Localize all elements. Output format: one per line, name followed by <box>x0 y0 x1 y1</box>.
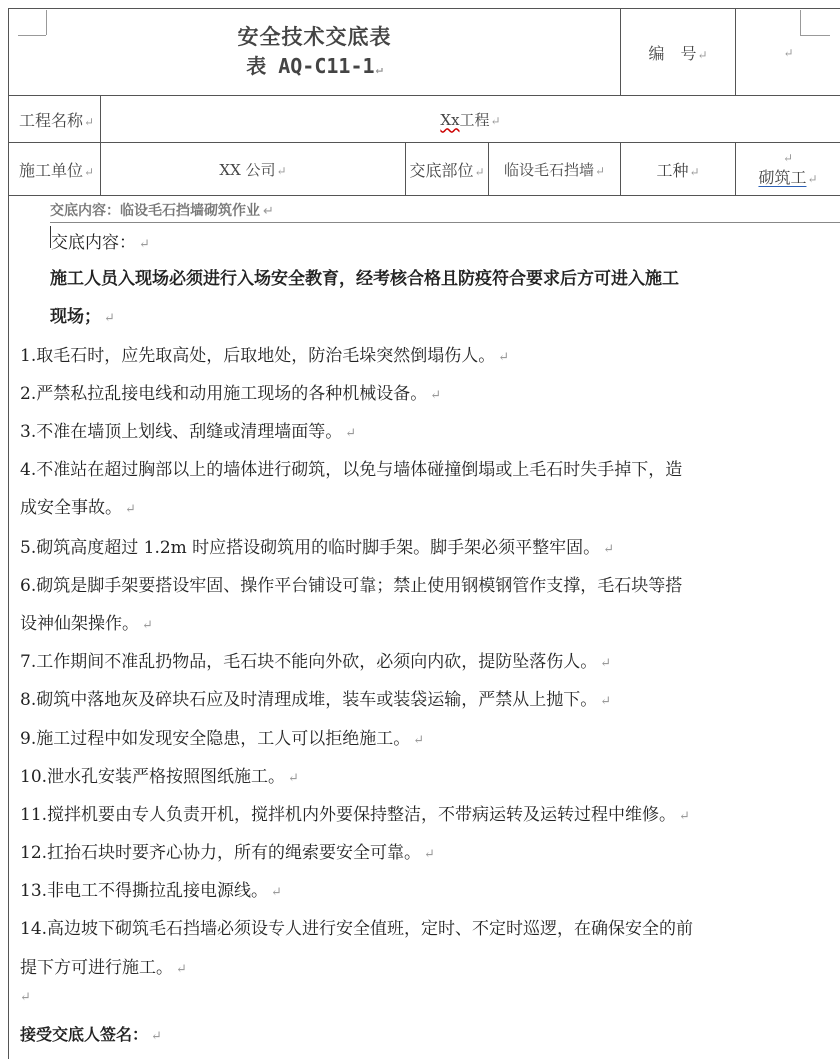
briefing-part-value: 临设毛石挡墙 <box>503 160 594 179</box>
trade-value-cell[interactable]: ↵ 砌筑工↵ <box>736 143 840 196</box>
list-item-text: 11.搅拌机要由专人负责开机，搅拌机内外要保持整洁，不带病运转及运转过程中维修。 <box>20 805 677 825</box>
form-title: 安全技术交底表 <box>237 24 392 49</box>
header-table <box>8 8 840 196</box>
list-item-text: 12.扛抬石块时要齐心协力，所有的绳索要安全可靠。 <box>20 843 422 863</box>
list-item-text: 4.不准站在超过胸部以上的墙体进行砌筑，以免与墙体碰撞倒塌或上毛石时失手掉下，造 <box>20 460 683 480</box>
construction-unit-label: 施工单位 <box>19 160 84 180</box>
number-label-cell: 编 号↵ <box>621 9 736 96</box>
list-item-text: 成安全事故。 <box>20 498 122 518</box>
lead-line-2-text: 现场； <box>50 307 101 327</box>
list-item-continuation[interactable]: 提下方可进行施工。 ↵ <box>20 958 187 978</box>
list-item-text: 8.砌筑中落地灰及碎块石应及时清理成堆，装车或装袋运输，严禁从上抛下。 <box>20 690 598 710</box>
list-item-text: 5.砌筑高度超过 1.2m 时应搭设砌筑用的临时脚手架。脚手架必须平整牢固。 <box>20 538 601 558</box>
construction-unit-value-cell[interactable]: XX 公司↵ <box>101 143 406 196</box>
list-item[interactable]: 9.施工过程中如发现安全隐患，工人可以拒绝施工。 ↵ <box>20 729 425 749</box>
list-item[interactable]: 11.搅拌机要由专人负责开机，搅拌机内外要保持整洁，不带病运转及运转过程中维修。 ↵ <box>20 805 690 825</box>
trade-value: 砌筑工 <box>758 167 807 187</box>
trade-label: 工种 <box>656 160 689 180</box>
list-item-continuation[interactable]: 成安全事故。 ↵ <box>20 498 136 518</box>
construction-unit-label-cell: 施工单位↵ <box>9 143 101 196</box>
trade-label-cell: 工种↵ <box>621 143 736 196</box>
list-item-text: 10.泄水孔安装严格按照图纸施工。 <box>20 767 286 787</box>
number-value-cell[interactable]: ↵ <box>736 9 840 96</box>
content-section-title: 交底内容：临设毛石挡墙砌筑作业 ↵ <box>50 203 274 219</box>
signature-label-text: 接受交底人签名： <box>20 1025 149 1044</box>
title-cell <box>9 9 621 96</box>
list-item[interactable]: 8.砌筑中落地灰及碎块石应及时清理成堆，装车或装袋运输，严禁从上抛下。 ↵ <box>20 690 612 710</box>
project-name-value-cell[interactable]: Xx工程↵ <box>101 96 840 143</box>
list-item[interactable]: 7.工作期间不准乱扔物品，毛石块不能向外砍，必须向内砍，提防坠落伤人。 ↵ <box>20 652 612 672</box>
list-item[interactable]: 1.取毛石时，应先取高处，后取地处，防治毛垛突然倒塌伤人。 ↵ <box>20 346 510 366</box>
list-item-text: 1.取毛石时，应先取高处，后取地处，防治毛垛突然倒塌伤人。 <box>20 346 496 366</box>
intro-label[interactable]: 交底内容： ↵ <box>51 233 150 253</box>
briefing-part-value-cell[interactable]: 临设毛石挡墙↵ <box>489 143 621 196</box>
list-item-text: 设神仙架操作。 <box>20 614 139 634</box>
content-section-title-text: 交底内容：临设毛石挡墙砌筑作业 <box>50 203 260 219</box>
list-item[interactable]: 2.严禁私拉乱接电线和动用施工现场的各种机械设备。 ↵ <box>20 384 442 404</box>
lead-line-1-text: 施工人员入现场必须进行入场安全教育，经考核合格且防疫符合要求后方可进入施工 <box>50 269 679 289</box>
list-item-text: 2.严禁私拉乱接电线和动用施工现场的各种机械设备。 <box>20 384 428 404</box>
list-item[interactable] <box>20 571 682 596</box>
list-item-text: 7.工作期间不准乱扔物品，毛石块不能向外砍，必须向内砍，提防坠落伤人。 <box>20 652 598 672</box>
signature-label[interactable]: 接受交底人签名： ↵ <box>20 1025 162 1044</box>
list-item[interactable]: 3.不准在墙顶上划线、刮缝或清理墙面等。 ↵ <box>20 422 357 442</box>
project-name-prefix: Xx <box>440 110 460 129</box>
empty-paragraph-mark: ↵ <box>20 990 31 1005</box>
list-item[interactable] <box>20 914 693 939</box>
construction-unit-value: XX 公司 <box>219 160 276 179</box>
list-item-text: 9.施工过程中如发现安全隐患，工人可以拒绝施工。 <box>20 729 411 749</box>
briefing-part-label-cell: 交底部位↵ <box>406 143 489 196</box>
list-item-text: 14.高边坡下砌筑毛石挡墙必须设专人进行安全值班，定时、不定时巡逻，在确保安全的前 <box>20 919 694 939</box>
list-item-text: 13.非电工不得撕拉乱接电源线。 <box>20 881 269 901</box>
list-item-text: 提下方可进行施工。 <box>20 958 173 978</box>
list-item[interactable]: 10.泄水孔安装严格按照图纸施工。 ↵ <box>20 767 299 787</box>
form-code: 表 AQ-C11-1↵ <box>246 53 383 78</box>
list-item-text: 3.不准在墙顶上划线、刮缝或清理墙面等。 <box>20 422 343 442</box>
list-item[interactable] <box>20 455 682 480</box>
lead-line-2[interactable]: 现场； ↵ <box>50 307 115 327</box>
content-title-rule <box>50 222 840 223</box>
list-item-continuation[interactable]: 设神仙架操作。 ↵ <box>20 614 153 634</box>
list-item[interactable]: 12.扛抬石块时要齐心协力，所有的绳索要安全可靠。 ↵ <box>20 843 435 863</box>
briefing-part-label: 交底部位 <box>409 160 474 180</box>
form-code-text: 表 AQ-C11-1 <box>246 53 375 78</box>
list-item-text: 6.砌筑是脚手架要搭设牢固、操作平台铺设可靠；禁止使用钢模钢管作支撑，毛石块等搭 <box>20 576 683 596</box>
project-name-label: 工程名称 <box>19 110 84 130</box>
list-item[interactable]: 5.砌筑高度超过 1.2m 时应搭设砌筑用的临时脚手架。脚手架必须平整牢固。 ↵ <box>20 538 615 558</box>
number-label: 编 号 <box>648 43 697 63</box>
project-name-suffix: 工程 <box>459 110 490 129</box>
project-name-label-cell: 工程名称↵ <box>9 96 101 143</box>
lead-line-1[interactable] <box>50 264 679 289</box>
intro-label-text: 交底内容： <box>51 233 136 253</box>
list-item[interactable]: 13.非电工不得撕拉乱接电源线。 ↵ <box>20 881 282 901</box>
